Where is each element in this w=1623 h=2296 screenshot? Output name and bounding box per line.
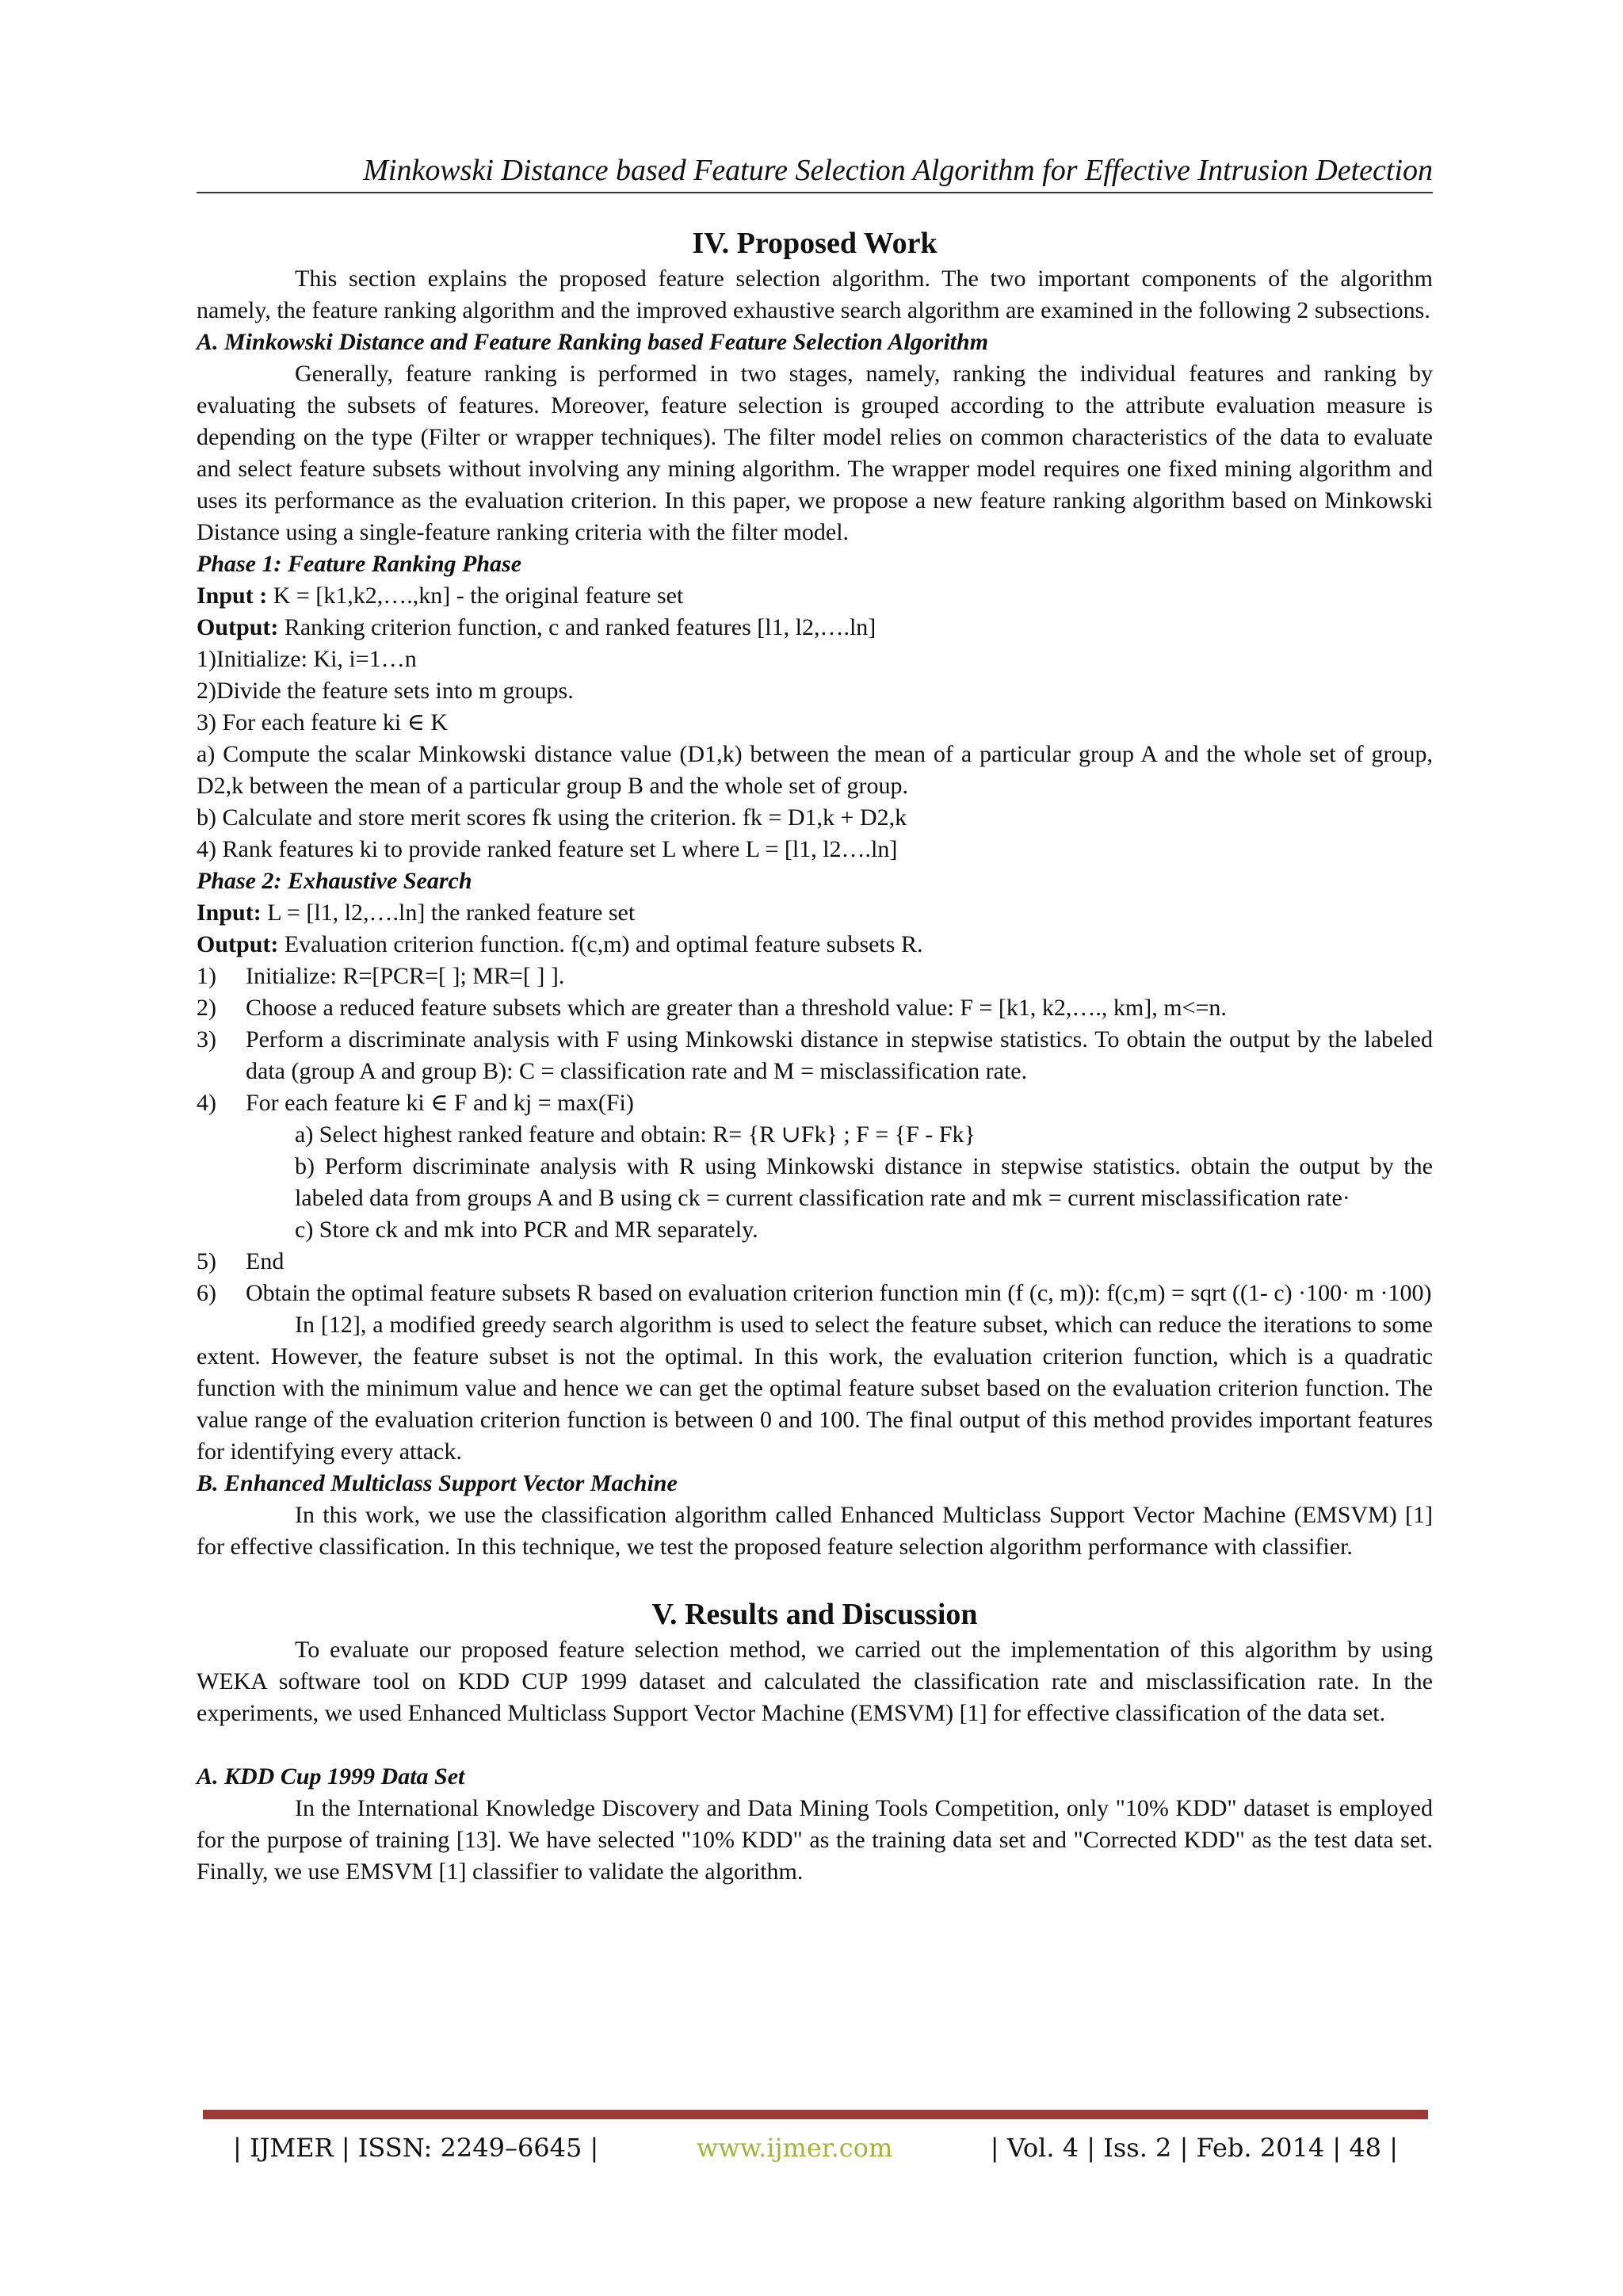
phase2-subitem-a: a) Select highest ranked feature and obtain: R= {R ∪Fk} ; F = {F - Fk} [295,1121,976,1148]
footer-website-link[interactable]: www.ijmer.com [696,2133,893,2163]
phase1-output-text: Ranking criterion function, c and ranked features [l1, l2,….ln] [284,614,876,640]
phase1-input [197,580,1433,612]
running-header: Minkowski Distance based Feature Selection Algorithm for Effective Intrusion Detection [363,154,1433,187]
phase1-step3a: a) Compute the scalar Minkowski distance value (D1,k) between the mean of a particular group A and the whole set of group, D2,k between the mean of a particular group B and the whole set of group. [197,741,1433,799]
phase2-output-text: Evaluation criterion function. f(c,m) and optimal feature subsets R. [284,931,923,957]
item-text: Perform a discriminate analysis with F using Minkowski distance in stepwise statistics. To obtain the output by the labeled data (group A and group B): C = classification rate and M = misclassification rate. [246,1026,1433,1084]
subsection-title-kdd: A. KDD Cup 1999 Data Set [197,1763,465,1790]
evaluation-paragraph: In [12], a modified greedy search algorithm is used to select the feature subset, which can reduce the iterations to some extent. However, the feature subset is not the optimal. In this work, the evaluation criterion function, which is a quadratic function with the minimum value and hence we can get the optimal feature subset based on the evaluation criterion function. The value range of the evaluation criterion function is between 0 and 100. The final output of this method provides important features for identifying every attack. [197,1312,1433,1465]
item-number: 1) [197,963,216,989]
phase1-step1: 1)Initialize: Ki, i=1…n [197,646,417,672]
footer-rule [203,2110,1428,2119]
item-text: Initialize: R=[PCR=[ ]; MR=[ ] ]. [246,963,565,989]
phase1-output [197,612,1433,644]
item-text: Choose a reduced feature subsets which are greater than a threshold value: F = [k1, k2,…., km], m<=n. [246,995,1227,1021]
page-content [197,223,1433,1888]
phase2-subitem-c: c) Store ck and mk into PCR and MR separately. [295,1217,758,1243]
header-rule [197,192,1433,193]
kdd-paragraph: In the International Knowledge Discovery and Data Mining Tools Competition, only "10% KDD" dataset is employed for the purpose of training [13]. We have selected "10% KDD" as the training data set and "Corrected KDD" as the test data set. Finally, we use EMSVM [1] classifier to validate the algorithm. [197,1795,1433,1885]
phase2-subitem-b: b) Perform discriminate analysis with R using Minkowski distance in stepwise statistics. obtain the output by the labeled data from groups A and B using ck = current classification rate and mk = current misclassification rate· [295,1153,1433,1211]
phase2-item [197,992,1433,1024]
spacer [197,1729,1433,1761]
section-intro-paragraph: This section explains the proposed feature selection algorithm. The two important components of the algorithm namely, the feature ranking algorithm and the improved exhaustive search algorithm are examined in the following 2 subsections. [197,266,1433,323]
subsection-title-b: B. Enhanced Multiclass Support Vector Machine [197,1470,678,1496]
subsection-a-paragraph: Generally, feature ranking is performed in two stages, namely, ranking the individual features and ranking by evaluating the subsets of features. Moreover, feature selection is grouped according to the attribute evaluation measure is depending on the type (Filter or wrapper techniques). The filter model relies on common characteristics of the data to evaluate and select feature subsets without involving any mining algorithm. The wrapper model requires one fixed mining algorithm and uses its performance as the evaluation criterion. In this paper, we propose a new feature ranking algorithm based on Minkowski Distance using a single-feature ranking criteria with the filter model. [197,361,1433,545]
footer-volume-info: | Vol. 4 | Iss. 2 | Feb. 2014 | 48 | [990,2133,1398,2163]
phase2-item [197,1024,1433,1087]
item-number: 4) [197,1090,216,1116]
item-number: 3) [197,1026,216,1052]
phase2-input-text: L = [l1, l2,….ln] the ranked feature set [267,900,636,926]
phase1-input-text: K = [k1,k2,….,kn] - the original feature set [273,583,684,609]
phase2-input [197,897,1433,929]
item-text: For each feature ki ∈ F and kj = max(Fi) [246,1090,634,1116]
footer-journal-info: | IJMER | ISSN: 2249–6645 | [233,2133,599,2163]
phase1-step3: 3) For each feature ki ∈ K [197,709,449,735]
phase1-title: Phase 1: Feature Ranking Phase [197,551,522,577]
footer [233,2132,1398,2164]
item-number: 6) [197,1280,216,1306]
section-title-results: V. Results and Discussion [651,1598,978,1631]
spacer [197,1563,1433,1595]
phase2-input-label: Input: [197,900,262,926]
section-title-proposed-work: IV. Proposed Work [692,227,938,260]
phase2-item [197,961,1433,992]
item-text: Obtain the optimal feature subsets R based on evaluation criterion function min (f (c, m)): f(c,m) = sqrt ((1- c) ·100· m ·100) [246,1280,1432,1306]
phase2-output [197,929,1433,961]
phase1-step3b: b) Calculate and store merit scores fk using the criterion. fk = D1,k + D2,k [197,804,907,831]
phase2-item [197,1246,1433,1278]
item-text: End [246,1248,285,1274]
phase1-step4: 4) Rank features ki to provide ranked feature set L where L = [l1, l2….ln] [197,836,898,862]
phase1-input-label: Input : [197,583,268,609]
phase1-step2: 2)Divide the feature sets into m groups. [197,678,574,704]
phase2-title: Phase 2: Exhaustive Search [197,868,472,894]
phase2-output-label: Output: [197,931,279,957]
phase2-item [197,1278,1433,1309]
item-number: 2) [197,995,216,1021]
phase1-output-label: Output: [197,614,279,640]
item-number: 5) [197,1248,216,1274]
subsection-title-a: A. Minkowski Distance and Feature Ranking based Feature Selection Algorithm [197,329,989,355]
results-intro-paragraph: To evaluate our proposed feature selection method, we carried out the implementation of this algorithm by using WEKA software tool on KDD CUP 1999 dataset and calculated the classification rate and misclassification rate. In the experiments, we used Enhanced Multiclass Support Vector Machine (EMSVM) [1] for effective classification of the data set. [197,1637,1433,1726]
phase2-item [197,1087,1433,1119]
subsection-b-paragraph: In this work, we use the classification algorithm called Enhanced Multiclass Support Vector Machine (EMSVM) [1] for effective classification. In this technique, we test the proposed feature selection algorithm performance with classifier. [197,1502,1433,1560]
